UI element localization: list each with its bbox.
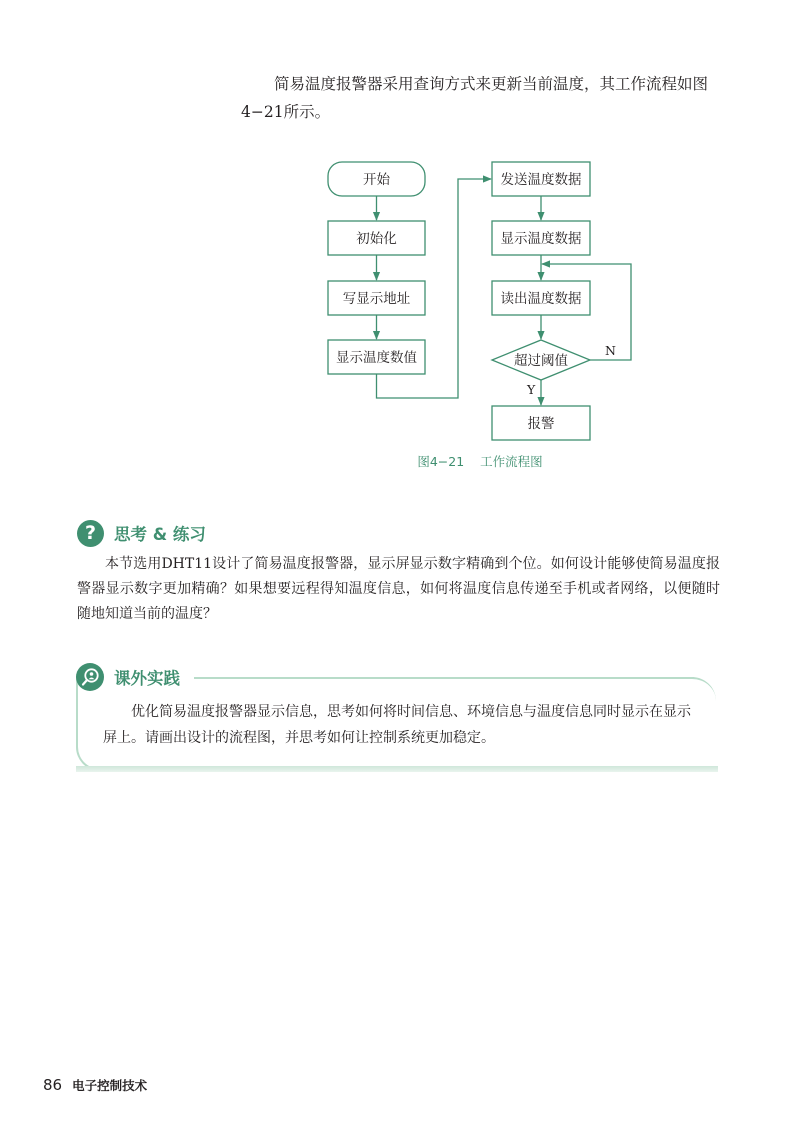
yes-label: Y <box>527 382 536 397</box>
think-body: 本节选用DHT11设计了简易温度报警器，显示屏显示数字精确到个位。如何设计能够使简易温度报警器显示数字更加精确？如果想要远程得知温度信息，如何将温度信息传递至手机或者网络，以便随时随地知道当前的温度？ <box>77 556 720 622</box>
threshold-label: 超过阈值 <box>514 353 568 369</box>
figure-caption <box>0 452 794 470</box>
practice-title: 课外实践 <box>114 669 180 688</box>
figure-title: 工作流程图 <box>480 454 543 469</box>
magnifier-person-icon <box>76 663 104 691</box>
practice-body: 优化简易温度报警器显示信息，思考如何将时间信息、环境信息与温度信息同时显示在显示屏上。请画出设计的流程图，并思考如何让控制系统更加稳定。 <box>103 704 691 746</box>
page-number: 86 <box>43 1076 63 1094</box>
question-icon: ? <box>77 520 104 547</box>
practice-header <box>76 662 180 692</box>
think-title: 思考 & 练习 <box>114 525 206 544</box>
book-title: 电子控制技术 <box>72 1078 148 1093</box>
write-address-label: 写显示地址 <box>342 291 411 307</box>
page-footer <box>43 1076 147 1094</box>
figure-number: 图4−21 <box>417 454 465 469</box>
intro-paragraph: 简易温度报警器采用查询方式来更新当前温度，其工作流程如图4−21所示。 <box>241 75 709 121</box>
think-header <box>77 518 206 548</box>
show-data-label: 显示温度数据 <box>500 231 582 247</box>
show-value-label: 显示温度数值 <box>336 350 417 366</box>
alarm-label: 报警 <box>527 416 555 432</box>
start-label: 开始 <box>363 172 390 188</box>
init-label: 初始化 <box>356 231 397 247</box>
no-label: N <box>605 343 616 358</box>
flowchart <box>0 0 794 470</box>
practice-frame-bottom <box>76 766 718 772</box>
read-data-label: 读出温度数据 <box>500 291 582 307</box>
send-data-label: 发送温度数据 <box>500 172 582 188</box>
practice-frame-top <box>194 677 694 679</box>
